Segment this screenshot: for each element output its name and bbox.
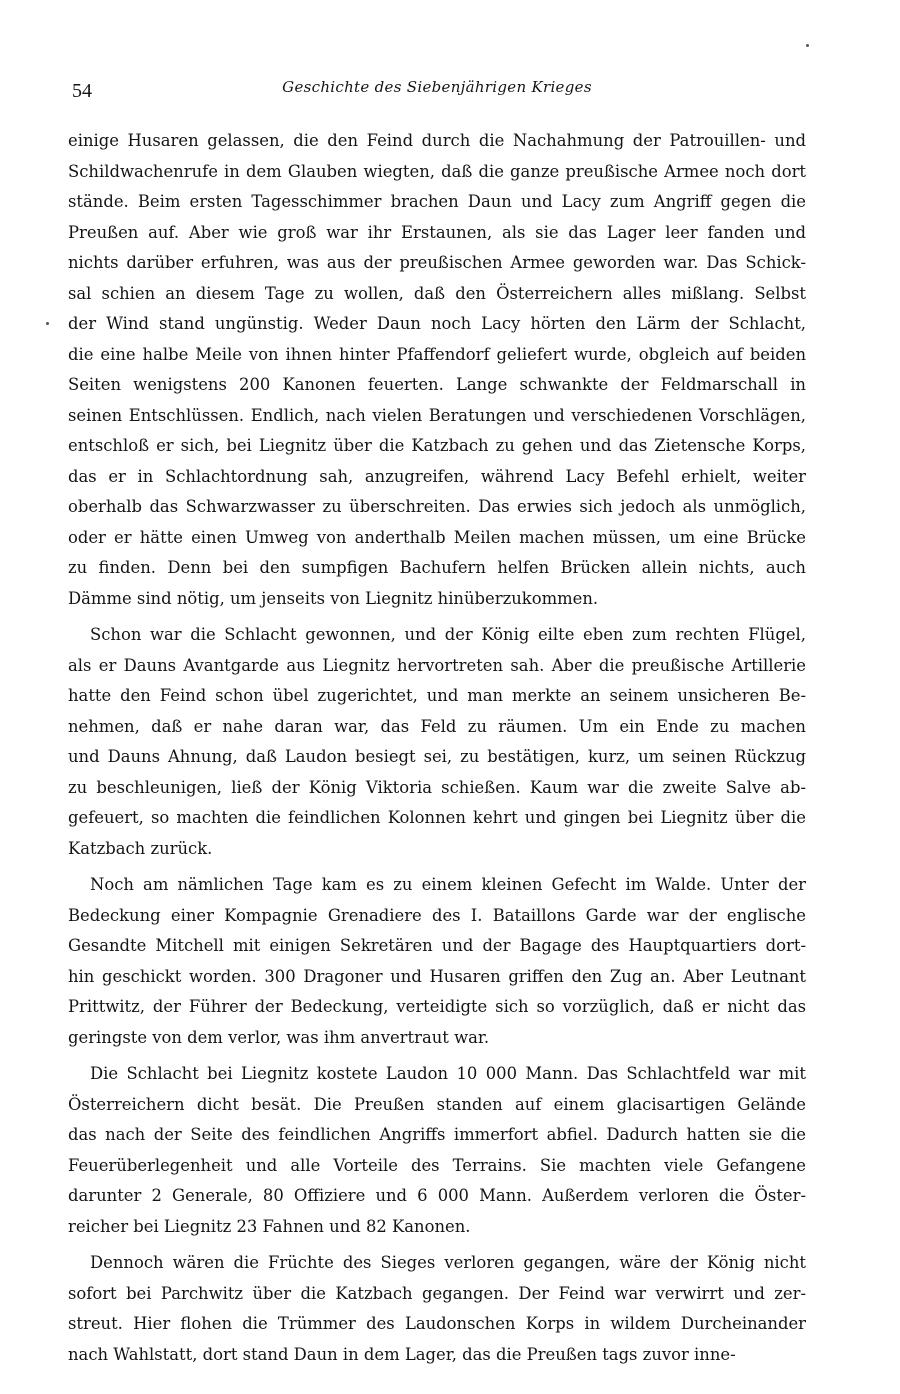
text-line: Katzbach zurück. bbox=[68, 838, 213, 858]
text-line: und Dauns Ahnung, daß Laudon besiegt sei, zu bestätigen, kurz, um seinen Rückzug bbox=[68, 747, 806, 766]
text-line: Dämme sind nötig, um jenseits von Liegnitz hinüberzukommen. bbox=[68, 588, 599, 608]
text-line: das nach der Seite des feindlichen Angriffs immerfort abfiel. Dadurch hatten sie die bbox=[68, 1125, 806, 1144]
text-line: stände. Beim ersten Tagesschimmer brachen Daun und Lacy zum Angriff gegen die bbox=[68, 192, 806, 211]
text-line: Feuerüberlegenheit und alle Vorteile des Terrains. Sie machten viele Gefangene bbox=[68, 1155, 806, 1175]
text-line: geringste von dem verlor, was ihm anvertraut war. bbox=[68, 1027, 490, 1047]
text-line: oder er hätte einen Umweg von anderthalb Meilen machen müssen, um eine Brücke bbox=[68, 527, 806, 547]
text-line: nichts darüber erfuhren, was aus der preußischen Armee geworden war. Das Schick- bbox=[68, 253, 806, 272]
text-line: sal schien an diesem Tage zu wollen, daß den Österreichern alles mißlang. Selbst bbox=[68, 283, 806, 303]
paragraph bbox=[68, 1059, 806, 1242]
text-line: streut. Hier flohen die Trümmer des Laudonschen Korps in wildem Durcheinander bbox=[68, 1314, 806, 1333]
paragraph bbox=[68, 870, 806, 1053]
scan-speck bbox=[46, 322, 49, 325]
page-header bbox=[72, 74, 802, 106]
text-line: entschloß er sich, bei Liegnitz über die Katzbach zu gehen und das Zietensche Korps, bbox=[68, 436, 806, 455]
text-line: hin geschickt worden. 300 Dragoner und Husaren griffen den Zug an. Aber Leutnant bbox=[68, 966, 806, 986]
text-line: Noch am nämlichen Tage kam es zu einem kleinen Gefecht im Walde. Unter der bbox=[90, 875, 806, 894]
text-line: Seiten wenigstens 200 Kanonen feuerten. Lange schwankte der Feldmarschall in bbox=[68, 375, 806, 394]
text-line: gefeuert, so machten die feindlichen Kolonnen kehrt und gingen bei Liegnitz über die bbox=[68, 808, 806, 827]
page-number: 54 bbox=[72, 80, 92, 102]
text-line: sofort bei Parchwitz über die Katzbach gegangen. Der Feind war verwirrt und zer- bbox=[68, 1283, 806, 1303]
text-line: Dennoch wären die Früchte des Sieges verloren gegangen, wäre der König nicht bbox=[90, 1253, 806, 1272]
text-line: Schildwachenrufe in dem Glauben wiegten, daß die ganze preußische Armee noch dort bbox=[68, 161, 806, 181]
text-line: seinen Entschlüssen. Endlich, nach vielen Beratungen und verschiedenen Vorschlägen, bbox=[68, 405, 806, 425]
text-line: Schon war die Schlacht gewonnen, und der König eilte eben zum rechten Flügel, bbox=[90, 625, 806, 644]
text-line: nehmen, daß er nahe daran war, das Feld zu räumen. Um ein Ende zu machen bbox=[68, 716, 806, 736]
text-line: zu finden. Denn bei den sumpfigen Bachufern helfen Brücken allein nichts, auch bbox=[68, 558, 806, 577]
text-line: darunter 2 Generale, 80 Offiziere und 6 000 Mann. Außerdem verloren die Öster- bbox=[68, 1186, 806, 1205]
running-title: Geschichte des Siebenjährigen Krieges bbox=[282, 78, 592, 96]
scan-speck bbox=[806, 44, 809, 47]
text-line: zu beschleunigen, ließ der König Viktoria schießen. Kaum war die zweite Salve ab- bbox=[68, 777, 806, 797]
text-line: Bedeckung einer Kompagnie Grenadiere des I. Bataillons Garde war der englische bbox=[68, 905, 806, 925]
text-line: als er Dauns Avantgarde aus Liegnitz hervortreten sah. Aber die preußische Artillerie bbox=[68, 655, 806, 675]
text-line: der Wind stand ungünstig. Weder Daun noch Lacy hörten den Lärm der Schlacht, bbox=[68, 314, 806, 333]
text-line: Gesandte Mitchell mit einigen Sekretären und der Bagage des Hauptquartiers dort- bbox=[68, 936, 806, 955]
paragraph bbox=[68, 1248, 806, 1370]
text-line: Preußen auf. Aber wie groß war ihr Erstaunen, als sie das Lager leer fanden und bbox=[68, 222, 806, 242]
text-line: Österreichern dicht besät. Die Preußen standen auf einem glacisartigen Gelände bbox=[68, 1094, 806, 1114]
text-line: das er in Schlachtordnung sah, anzugreifen, während Lacy Befehl erhielt, weiter bbox=[68, 466, 806, 486]
text-line: Die Schlacht bei Liegnitz kostete Laudon 10 000 Mann. Das Schlachtfeld war mit bbox=[90, 1064, 806, 1083]
text-line: hatte den Feind schon übel zugerichtet, und man merkte an seinem unsicheren Be- bbox=[68, 686, 806, 705]
text-line: oberhalb das Schwarzwasser zu überschreiten. Das erwies sich jedoch als unmöglich, bbox=[68, 497, 806, 516]
text-line: die eine halbe Meile von ihnen hinter Pfaffendorf geliefert wurde, obgleich auf beiden bbox=[68, 344, 806, 364]
paragraph bbox=[68, 620, 806, 864]
text-line: einige Husaren gelassen, die den Feind durch die Nachahmung der Patrouillen- und bbox=[68, 131, 806, 150]
paragraph bbox=[68, 126, 806, 614]
text-line: reicher bei Liegnitz 23 Fahnen und 82 Kanonen. bbox=[68, 1216, 471, 1236]
text-line: Prittwitz, der Führer der Bedeckung, verteidigte sich so vorzüglich, daß er nicht das bbox=[68, 997, 806, 1016]
text-line: nach Wahlstatt, dort stand Daun in dem Lager, das die Preußen tags zuvor inne- bbox=[68, 1344, 736, 1364]
body-text bbox=[68, 126, 806, 1376]
